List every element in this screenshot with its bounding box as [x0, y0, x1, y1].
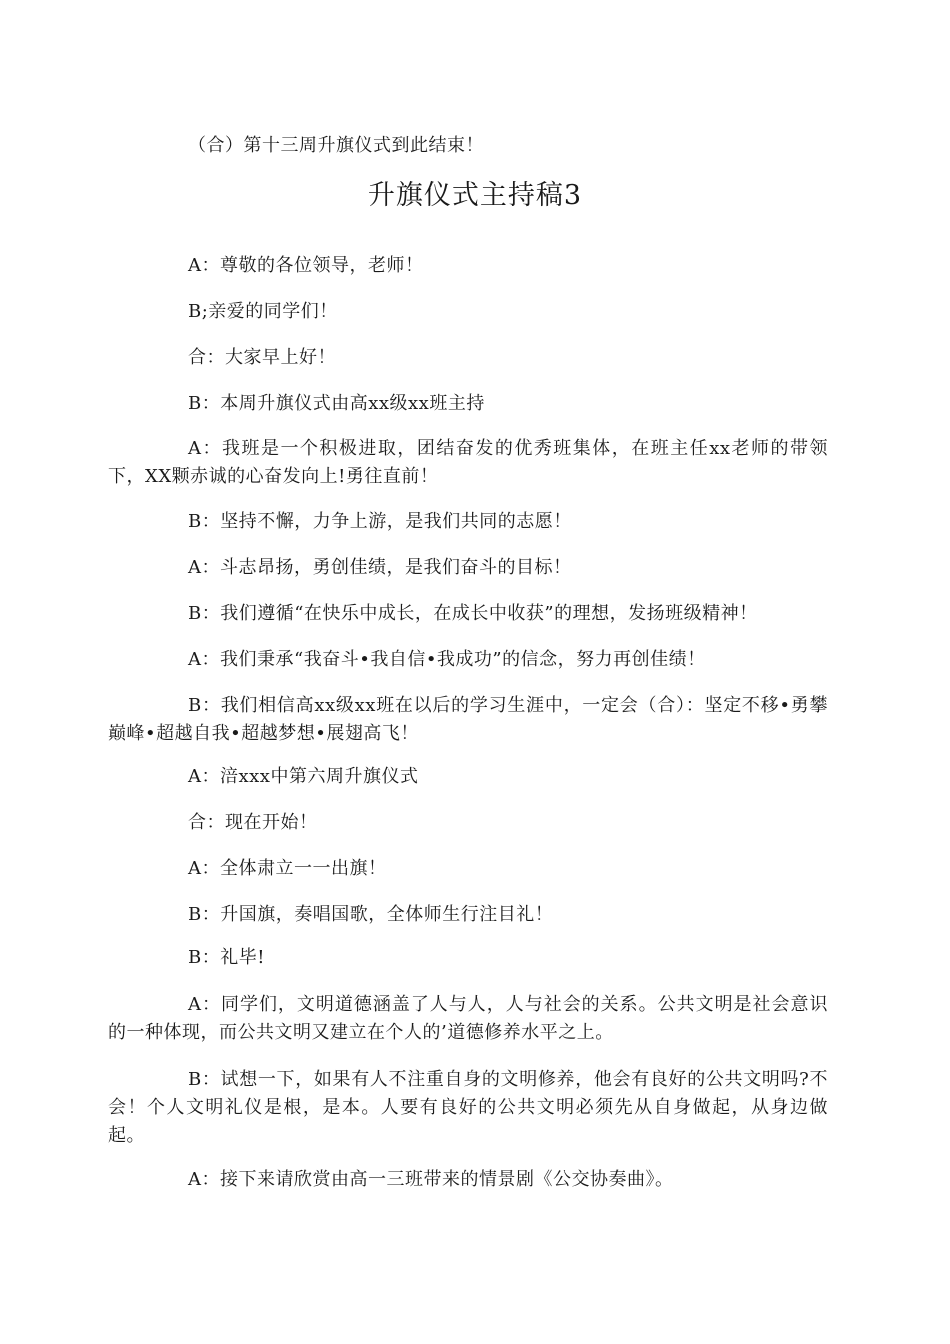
script-line: A：涪xxx中第六周升旗仪式 [188, 766, 419, 787]
script-line: A：斗志昂扬，勇创佳绩，是我们奋斗的目标！ [188, 557, 572, 578]
script-paragraph: B：试想一下，如果有人不注重自身的文明修养，他会有良好的公共文明吗?不会！个人文明礼仪是根，是本。人要有良好的公共文明必须先从自身做起，从身边做起。 [108, 1069, 828, 1146]
script-line: A：接下来请欣赏由高一三班带来的情景剧《公交协奏曲》。 [188, 1169, 674, 1190]
script-line: A：尊敬的各位领导，老师！ [188, 255, 424, 276]
script-paragraph: A：同学们，文明道德涵盖了人与人，人与社会的关系。公共文明是社会意识的一种体现，而公共文明又建立在个人的’道德修养水平之上。 [108, 994, 828, 1043]
script-line: B：本周升旗仪式由高xx级xx班主持 [188, 393, 485, 414]
script-line: B：升国旗，奏唱国歌，全体师生行注目礼！ [188, 904, 554, 925]
script-line: A：全体肃立一一出旗！ [188, 858, 387, 879]
closing-line: （合）第十三周升旗仪式到此结束！ [188, 135, 484, 156]
script-paragraph: B：我们相信高xx级xx班在以后的学习生涯中，一定会（合）：坚定不移•勇攀巅峰•超越自我•超越梦想•展翅高飞！ [108, 695, 828, 744]
script-line: B;亲爱的同学们！ [188, 301, 338, 322]
script-line: 合：大家早上好！ [188, 347, 336, 368]
script-line: A：我们秉承“我奋斗•我自信•我成功”的信念，努力再创佳绩！ [188, 649, 706, 670]
script-line: B：我们遵循“在快乐中成长，在成长中收获”的理想，发扬班级精神！ [188, 603, 758, 624]
script-line: B：坚持不懈，力争上游，是我们共同的志愿！ [188, 511, 572, 532]
script-line: B：礼毕! [188, 947, 265, 968]
script-line: 合：现在开始！ [188, 812, 318, 833]
document-title: 升旗仪式主持稿3 [367, 180, 583, 211]
script-paragraph: A：我班是一个积极进取，团结奋发的优秀班集体，在班主任xx老师的带领下，XX颗赤诚的心奋发向上!勇往直前！ [108, 438, 828, 487]
